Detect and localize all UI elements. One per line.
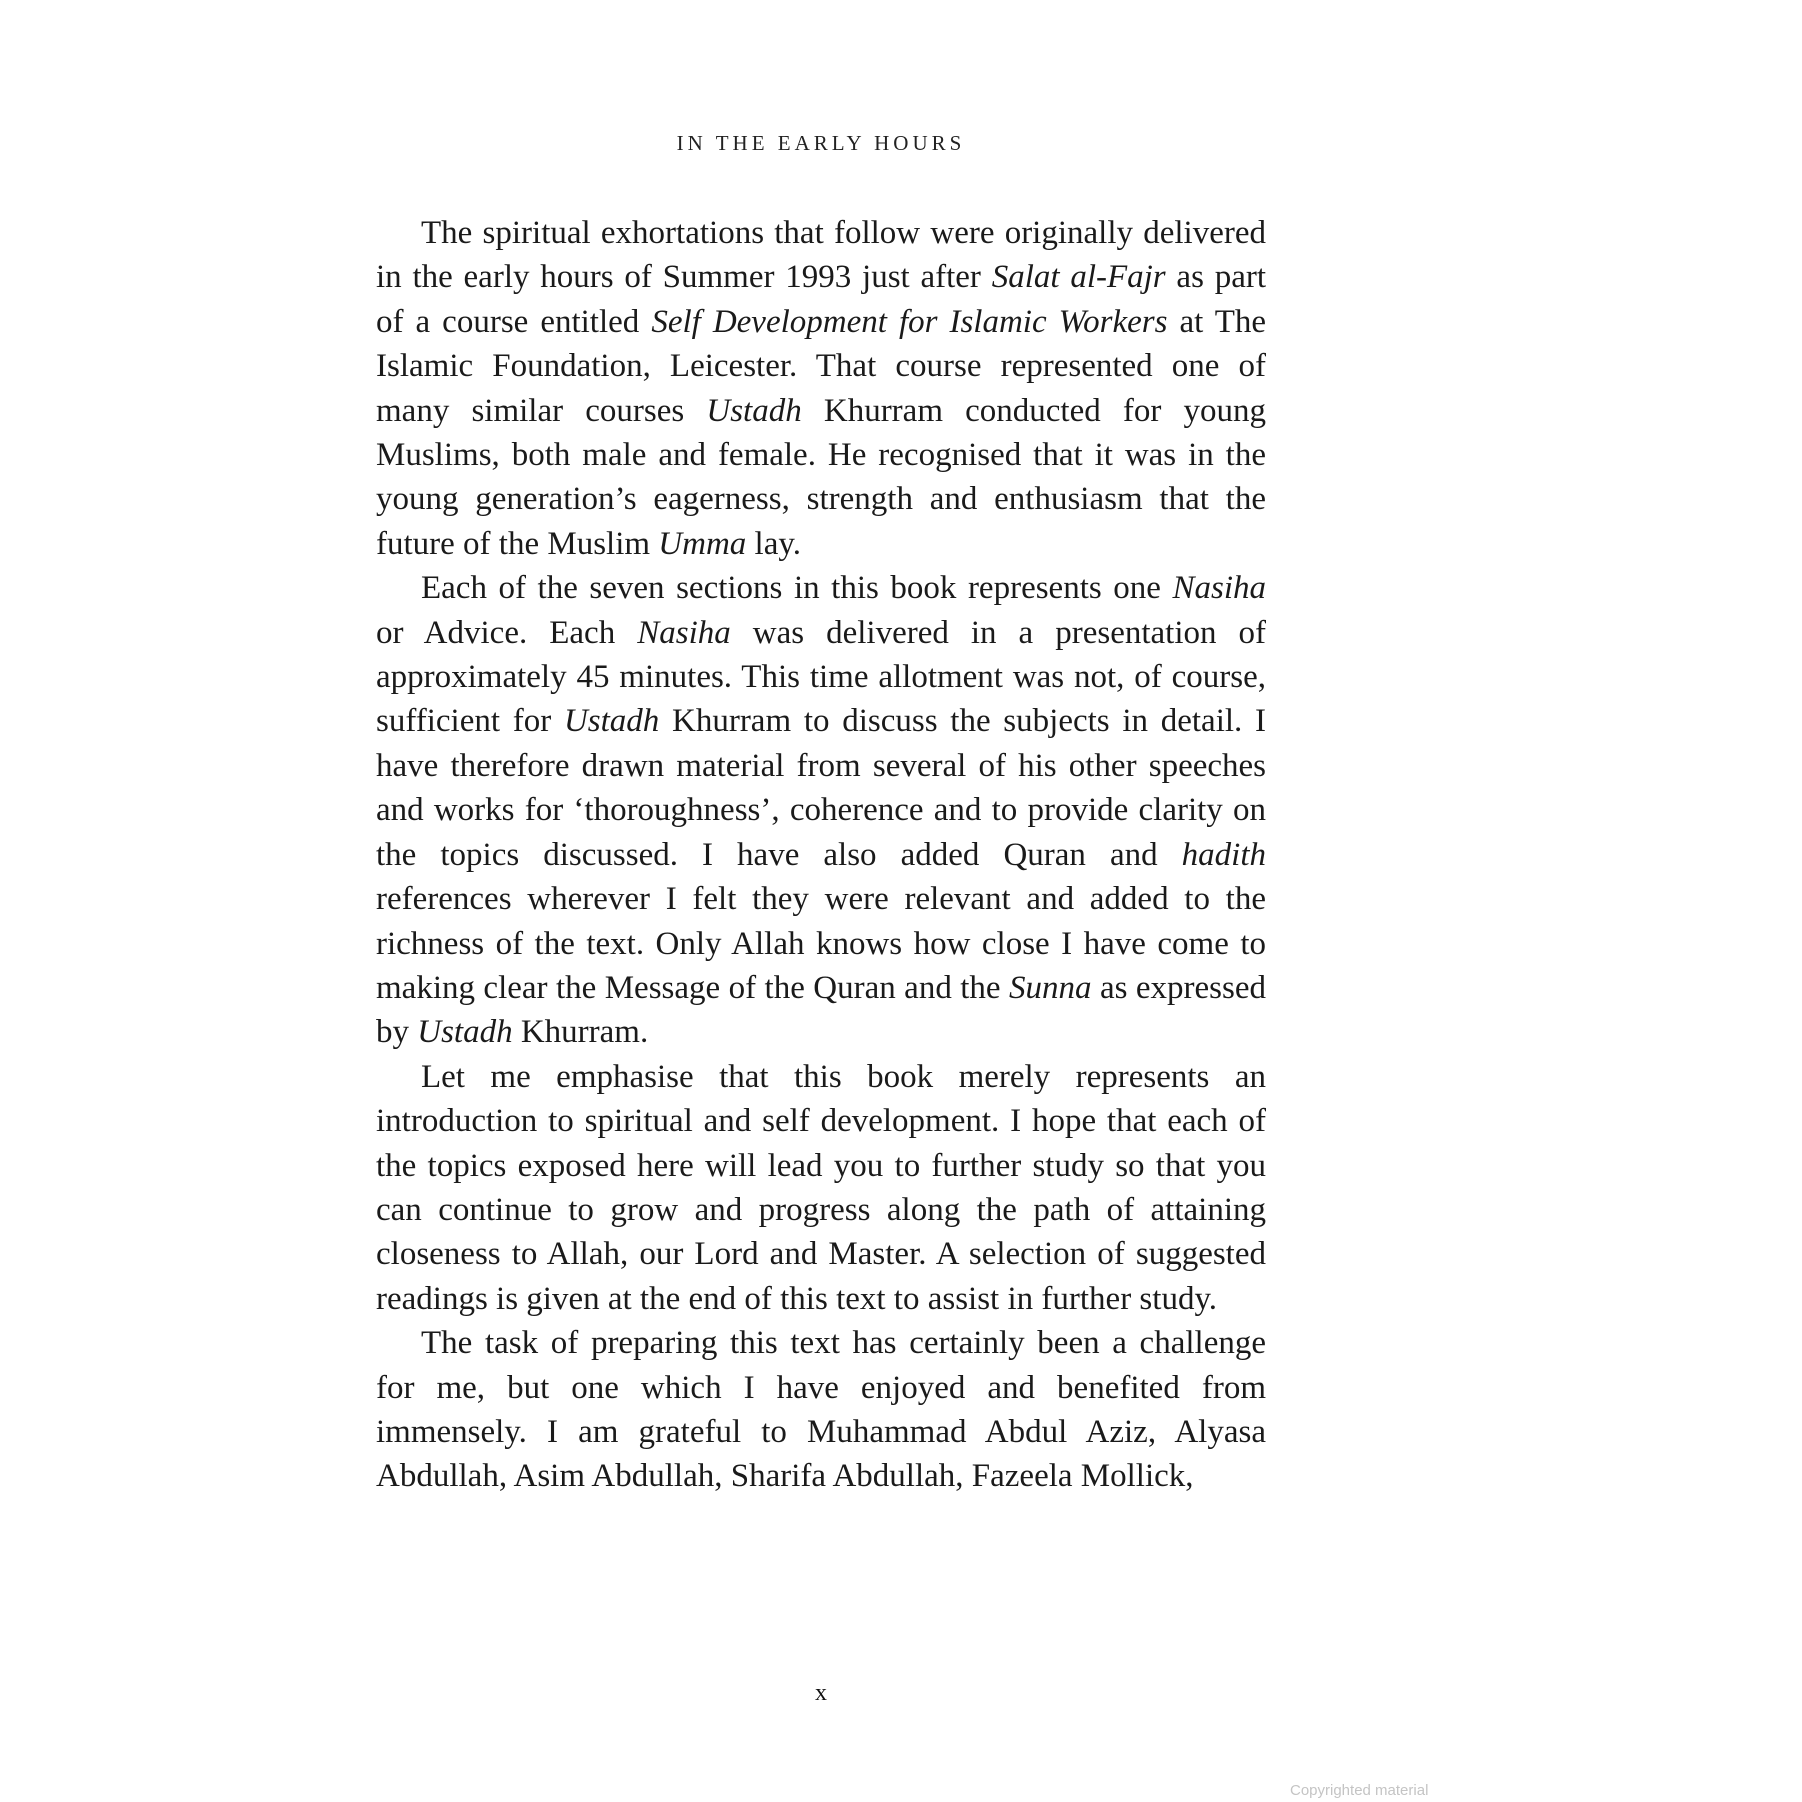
body-text (376, 211, 1266, 1499)
italic-term: hadith (1181, 836, 1266, 873)
text-run: lay. (746, 525, 801, 562)
italic-term: Ustadh (706, 392, 802, 429)
text-run: Khurram conducted for young Muslims, both male and female. He recognised that it was in the young generation’s eagerness, strength and enthusiasm that the future of the Muslim (376, 392, 1267, 562)
paragraph (376, 211, 1266, 566)
text-run: as expressed by (376, 969, 1266, 1051)
italic-term: Self Development for Islamic Workers (651, 303, 1168, 340)
text-run: Each of the seven sections in this book represents one (421, 570, 1173, 607)
text-run: references wherever I felt they were relevant and added to the richness of the text. Only Allah knows how close I have come to making clear the Message of the Quran and the (376, 881, 1266, 1006)
italic-term: Ustadh (417, 1014, 513, 1051)
text-run: Let me emphasise that this book merely represents an introduction to spiritual and self development. I hope that each of the topics exposed here will lead you to further study so that you can continue to grow and progress along the path of attaining closeness to Allah, our Lord and Master. A selection of suggested readings is given at the end of this text to assist in further study. (376, 1058, 1266, 1317)
running-head: IN THE EARLY HOURS (676, 131, 966, 155)
text-run: or Advice. Each (376, 614, 638, 651)
copyright-watermark: Copyrighted material (1290, 1782, 1429, 1799)
text-run: was delivered in a presentation of approximately 45 minutes. This time allotment was not, of course, sufficient for (376, 614, 1267, 740)
paragraph (376, 566, 1266, 1054)
paragraph (376, 1321, 1266, 1499)
text-run: as part of a course entitled (376, 259, 1267, 340)
page-number: x (815, 1680, 827, 1706)
italic-term: Nasiha (1172, 570, 1266, 607)
text-run: Khurram to discuss the subjects in detail. I have therefore drawn material from several of his other speeches and works for ‘thoroughness’, coherence and to provide clarity on the topics discussed. I have also added Quran and (376, 703, 1266, 873)
paragraph (376, 1055, 1266, 1321)
italic-term: Salat al-Fajr (991, 259, 1166, 296)
italic-term: Sunna (1009, 969, 1092, 1006)
text-run: The spiritual exhortations that follow were originally delivered in the early hours of Summer 1993 just after (376, 215, 1266, 296)
italic-term: Umma (658, 525, 747, 562)
italic-term: Ustadh (563, 703, 660, 740)
text-run: at The Islamic Foundation, Leicester. That course represented one of many similar courses (376, 303, 1267, 429)
text-run: The task of preparing this text has certainly been a challenge for me, but one which I have enjoyed and benefited from immensely. I am grateful to Muhammad Abdul Aziz, Alyasa Abdullah, Asim Abdullah, Sharifa Abdullah, Fazeela Mollick, (376, 1325, 1266, 1495)
italic-term: Nasiha (637, 614, 731, 651)
text-run: Khurram. (512, 1014, 649, 1051)
